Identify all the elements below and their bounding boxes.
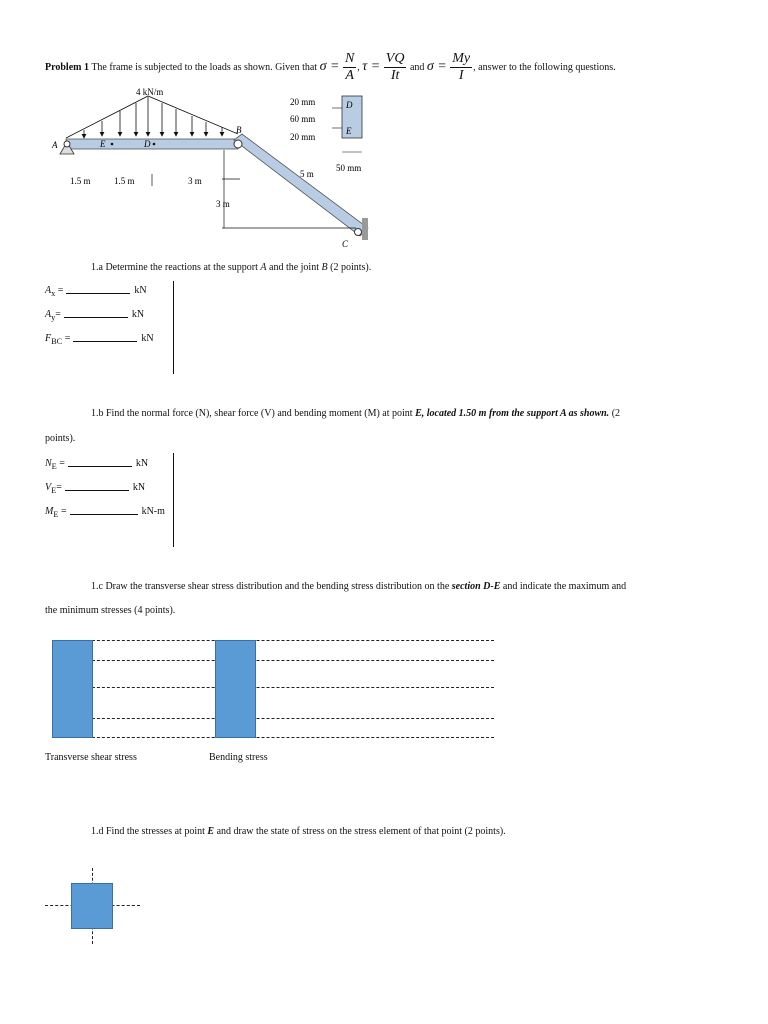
label-shear-stress: Transverse shear stress	[45, 752, 137, 763]
q1a-prompt	[91, 262, 371, 273]
guide-line-upper	[52, 660, 494, 661]
answer-me-eq: =	[60, 506, 67, 517]
answer-me-var: M	[45, 506, 54, 517]
label-b: B	[236, 125, 242, 135]
eq2-numerator: VQ	[385, 51, 405, 67]
section-label-d: D	[346, 100, 353, 110]
guide-line-middle	[52, 687, 494, 688]
answer-ay-eq: =	[55, 309, 61, 320]
problem-tail: , answer to the following questions.	[473, 62, 616, 73]
answer-ve-blank[interactable]	[65, 490, 129, 491]
q1d-prompt	[91, 826, 506, 837]
problem-label: Problem 1	[45, 62, 89, 73]
answer-ay-field[interactable]	[45, 309, 144, 322]
answer-ve-unit: kN	[132, 482, 146, 493]
answer-fbc-var: F	[45, 333, 52, 344]
answer-me-field[interactable]	[45, 506, 165, 519]
load-label: 4 kN/m	[136, 87, 164, 97]
beam-ab	[66, 139, 238, 149]
guide-line-lower	[52, 718, 494, 719]
pin-b	[234, 140, 242, 148]
pin-a	[64, 141, 70, 147]
answer-fbc-eq: =	[64, 333, 71, 344]
answer-ax-unit: kN	[134, 285, 147, 296]
label-c: C	[342, 239, 349, 249]
frame-figure	[44, 86, 384, 256]
dim-1: 1.5 m	[70, 176, 91, 186]
answer-ay-var: A	[45, 309, 52, 320]
answer-fbc-blank[interactable]	[73, 341, 137, 342]
q1b-work-divider	[173, 453, 174, 547]
eq3-fraction	[450, 52, 472, 83]
answer-ne-blank[interactable]	[68, 466, 132, 467]
q1a-prompt-post: (2 points).	[330, 262, 372, 273]
q1a-prompt-pre: 1.a Determine the reactions at the support	[91, 262, 258, 273]
eq1-fraction	[343, 52, 356, 83]
answer-ve-var: V	[45, 482, 52, 493]
answer-ne-eq: =	[59, 458, 65, 469]
q1b-prompt-tail: (2	[611, 408, 621, 419]
label-d: D	[144, 139, 151, 149]
answer-ax-var: A	[45, 285, 52, 296]
answer-ax-blank[interactable]	[66, 293, 130, 294]
q1a-prompt-mid: and the joint	[269, 262, 319, 273]
section-label-e: E	[346, 126, 352, 136]
eq2-lhs: τ =	[362, 59, 381, 74]
eq1-lhs: σ =	[319, 59, 340, 74]
answer-me-unit: kN-m	[141, 506, 165, 517]
q1d-prompt-post: and draw the state of stress on the stress element of that point (2 points).	[216, 826, 506, 837]
guide-line-top	[52, 640, 494, 641]
answer-ay-blank[interactable]	[64, 317, 128, 318]
eq2-denominator: It	[384, 67, 407, 83]
answer-ne-field[interactable]	[45, 458, 148, 471]
pin-c	[355, 229, 362, 236]
support-c	[362, 218, 368, 240]
answer-fbc-sub: BC	[51, 337, 63, 346]
eq1-numerator: N	[344, 51, 355, 67]
eq1-denominator: A	[343, 67, 356, 83]
label-e: E	[100, 139, 106, 149]
q1c-prompt-pre: 1.c Draw the transverse shear stress distribution and the bending stress distribution on the	[91, 581, 450, 592]
label-a: A	[52, 140, 58, 150]
eq3-lhs: σ =	[426, 59, 447, 74]
q1d-prompt-pre: 1.d Find the stresses at point	[91, 826, 205, 837]
answer-ve-sub: E	[51, 486, 57, 495]
bending-stress-section[interactable]	[215, 640, 256, 738]
eq3-and: and	[409, 62, 425, 73]
q1a-prompt-a: A	[260, 262, 267, 273]
q1c-prompt-post: and indicate the maximum and	[502, 581, 627, 592]
eq2-fraction	[384, 52, 407, 83]
answer-ay-sub: y	[51, 313, 56, 322]
dim-vert: 3 m	[216, 199, 230, 209]
load-profile	[66, 96, 238, 138]
problem-statement: Problem 1 The frame is subjected to the loads as shown. Given that σ = $\frac{N}{A}$ , τ = $\frac{VQ}{It}$ and σ = $\frac{My}{I}$ , answer to the following questions.	[45, 51, 616, 84]
shear-stress-section[interactable]	[52, 640, 93, 738]
q1d-prompt-bold: E	[207, 826, 215, 837]
dim-diag: 5 m	[300, 169, 314, 179]
dot-d	[153, 143, 156, 146]
answer-me-sub: E	[53, 510, 59, 519]
answer-fbc-unit: kN	[141, 333, 154, 344]
answer-ay-unit: kN	[131, 309, 145, 320]
answer-ax-sub: x	[51, 289, 56, 298]
q1a-prompt-b: B	[321, 262, 328, 273]
eq3-denominator: I	[450, 67, 472, 83]
section-bot-dim: 20 mm	[290, 132, 316, 142]
label-bending-stress: Bending stress	[209, 752, 268, 763]
answer-ne-sub: E	[51, 462, 57, 471]
guide-line-bottom	[52, 737, 494, 738]
answer-ne-unit: kN	[135, 458, 149, 469]
section-top-dim: 20 mm	[290, 97, 316, 107]
q1c-prompt-continued: the minimum stresses (4 points).	[45, 605, 176, 616]
dot-e	[111, 143, 114, 146]
answer-fbc-field[interactable]	[45, 333, 154, 346]
q1b-prompt-continued: points).	[45, 433, 76, 444]
q1c-prompt-bold: section D-E	[451, 581, 501, 592]
problem-intro: The frame is subjected to the loads as shown. Given that	[91, 62, 318, 73]
q1b-prompt-bold: E, located 1.50 m from the support A as shown.	[415, 408, 610, 419]
q1c-prompt	[91, 581, 626, 592]
eq3-numerator: My	[452, 51, 471, 67]
load-arrows	[84, 97, 222, 138]
section-mid-dim: 60 mm	[290, 114, 316, 124]
dim-2: 1.5 m	[114, 176, 135, 186]
answer-ve-field[interactable]	[45, 482, 145, 495]
dimension-lines	[152, 150, 356, 228]
answer-ve-eq: =	[56, 482, 62, 493]
answer-ax-field[interactable]	[45, 285, 147, 298]
answer-ax-eq: =	[57, 285, 64, 296]
q1a-work-divider	[173, 281, 174, 374]
answer-me-blank[interactable]	[70, 514, 138, 515]
stress-element[interactable]	[71, 883, 113, 929]
section-width-dim: 50 mm	[336, 163, 362, 173]
member-bc	[234, 134, 368, 236]
answer-ne-var: N	[45, 458, 52, 469]
q1b-prompt	[91, 408, 620, 419]
q1b-prompt-pre: 1.b Find the normal force (N), shear force (V) and bending moment (M) at point	[91, 408, 413, 419]
dim-3: 3 m	[188, 176, 202, 186]
